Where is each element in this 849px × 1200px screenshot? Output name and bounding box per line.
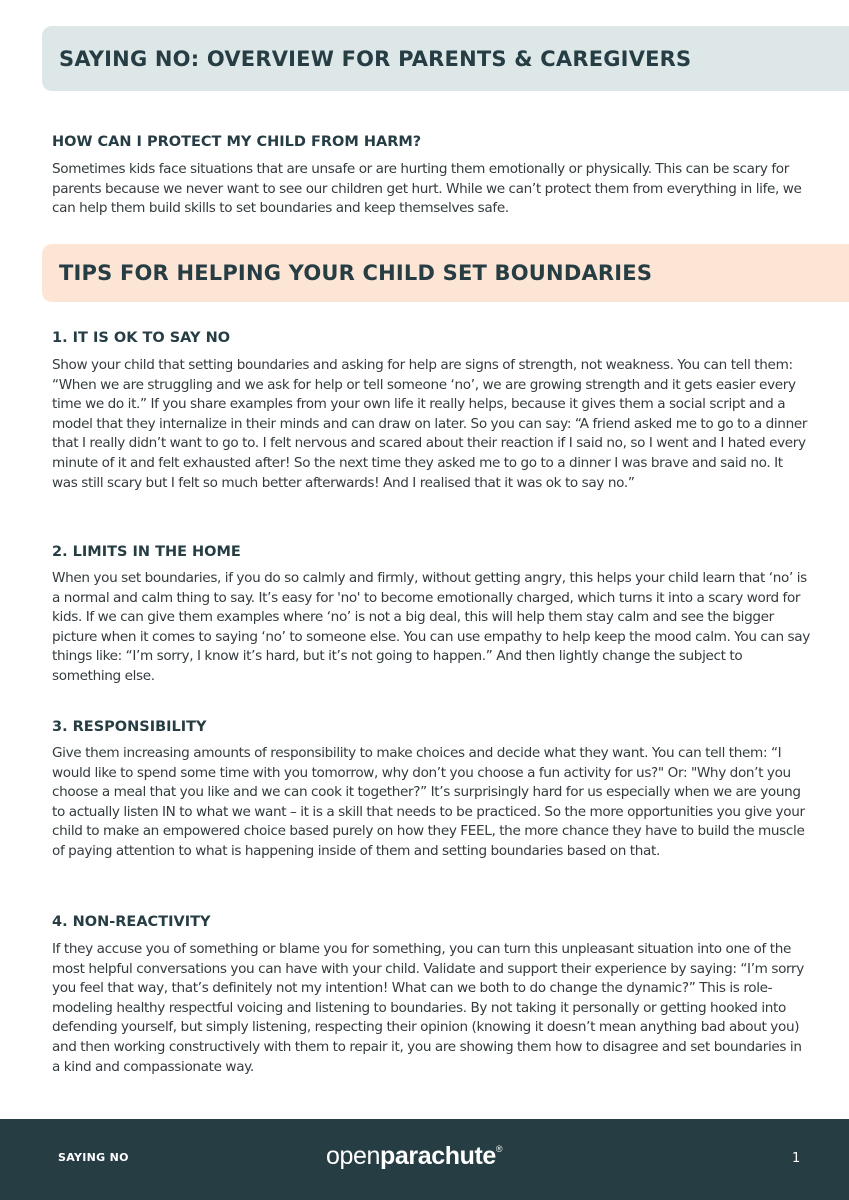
registered-mark: ®: [495, 1144, 503, 1154]
tips-banner: [42, 244, 849, 302]
openparachute-logo: [326, 1142, 502, 1171]
section-body-non-reactivity: If they accuse you of something or blame you for something, you can turn this unpleasant situation into one of the most helpful conversations you can have with your child. Validate and support their experience by saying: “I’m sorry you feel that way, that’s definitely not my intention! What can we both to do change the dynamic?” This is role-modeling healthy respectful voicing and listening to boundaries. By not taking it personally or getting hooked into defending yourself, but simply listening, respecting their opinion (knowing it doesn’t mean anything bad about you) and then working constructively with them to repair it, you are showing them how to disagree and set boundaries in a kind and compassionate way.: [52, 941, 804, 1075]
section-heading-responsibility: 3. RESPONSIBILITY: [52, 719, 207, 735]
section-body-responsibility: Give them increasing amounts of responsibility to make choices and decide what they want. You can tell them: “I would like to spend some time with you tomorrow, why don’t you choose a fun activity for us?" Or: "Why don’t you choose a meal that you like and we can cook it together?” It’s surprisingly hard for us especially when we are young to actually listen IN to what we want – it is a skill that needs to be practiced. So the more opportunities you give your child to make an empowered choice based purely on how they FEEL, the more chance they have to build the muscle of paying attention to what is happening inside of them and setting boundaries based on that.: [52, 745, 805, 859]
intro-paragraph: Sometimes kids face situations that are unsafe or are hurting them emotionally or physically. This can be scary for parents because we never want to see our children get hurt. While we can’t protect them from everything in life, we can help them build skills to set boundaries and keep themselves safe.: [52, 161, 802, 217]
page-footer: [0, 1119, 849, 1200]
page-number: 1: [792, 1151, 801, 1166]
section-heading-limits-in-home: 2. LIMITS IN THE HOME: [52, 544, 241, 560]
title-banner: [42, 26, 849, 91]
footer-label: SAYING NO: [58, 1151, 129, 1164]
tips-title: TIPS FOR HELPING YOUR CHILD SET BOUNDARIES: [59, 261, 653, 285]
section-heading-non-reactivity: 4. NON-REACTIVITY: [52, 914, 211, 930]
section-body-ok-to-say-no: Show your child that setting boundaries and asking for help are signs of strength, not weakness. You can tell them: “When we are struggling and we ask for help or tell someone ‘no’, we are growing strength and it gets easier every time we do it.” If you share examples from your own life it really helps, because it gives them a social script and a model that they internalize in their minds and can draw on later. So you can say: “A friend asked me to go to a dinner that I really didn’t want to go to. I felt nervous and scared about their reaction if I said no, so I went and I hated every minute of it and felt exhausted after! So the next time they asked me to go to a dinner I was brave and said no. It was still scary but I felt so much better afterwards! And I realised that it was ok to say no.”: [52, 357, 808, 491]
intro-heading: HOW CAN I PROTECT MY CHILD FROM HARM?: [52, 134, 422, 150]
page-title: SAYING NO: OVERVIEW FOR PARENTS & CAREGIVERS: [59, 46, 692, 71]
section-body-limits-in-home: When you set boundaries, if you do so calmly and firmly, without getting angry, this helps your child learn that ‘no’ is a normal and calm thing to say. It’s easy for 'no' to become emotionally charged, which turns it into a scary word for kids. If we can give them examples where ‘no’ is not a big deal, this will help them stay calm and see the bigger picture when it comes to saying ‘no’ to someone else. You can use empathy to help keep the mood calm. You can say things like: “I’m sorry, I know it’s hard, but it’s not going to happen.” And then lightly change the subject to something else.: [52, 570, 810, 684]
logo-text-open: open: [326, 1142, 381, 1170]
logo-text-parachute: parachute: [380, 1142, 496, 1170]
section-heading-ok-to-say-no: 1. IT IS OK TO SAY NO: [52, 330, 231, 346]
